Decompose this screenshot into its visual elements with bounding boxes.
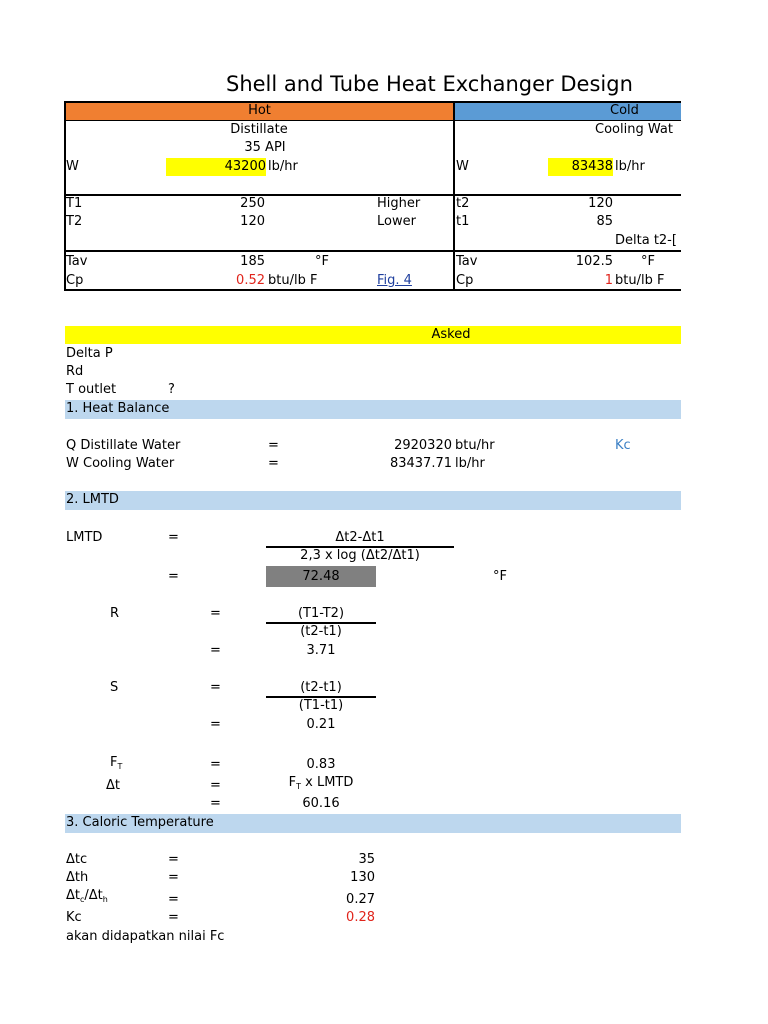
dt-expr-sub: T (296, 782, 301, 791)
hot-cp-label: Cp (66, 273, 84, 288)
w-cooling-label: W Cooling Water (66, 456, 175, 471)
cold-t1-value[interactable]: 85 (596, 214, 613, 229)
dt-value[interactable]: 60.16 (302, 796, 340, 811)
w-cooling-eq: = (268, 456, 279, 471)
dtc-eq: = (168, 852, 179, 867)
table-border-top (64, 101, 681, 103)
page-title: Shell and Tube Heat Exchanger Design (226, 72, 633, 96)
dt-eq2: = (210, 796, 221, 811)
asked-item-delta-p: Delta P (66, 346, 113, 361)
ratio-b-sub: h (102, 895, 108, 904)
asked-header: Asked (65, 326, 681, 344)
dt-expr-post: x LMTD (301, 775, 354, 790)
cold-w-value[interactable]: 83438 (548, 158, 613, 176)
cold-cp-value[interactable]: 1 (604, 273, 613, 288)
ratio-b: /Δt (84, 888, 103, 903)
dth-value[interactable]: 130 (350, 870, 375, 885)
lmtd-denominator: 2,3 x log (Δt2/Δt1) (300, 548, 420, 563)
dt-expression (266, 774, 376, 796)
cold-t1-label: t1 (456, 214, 470, 229)
cold-cp-label: Cp (456, 273, 474, 288)
s-numerator: (t2-t1) (300, 680, 342, 695)
r-value[interactable]: 3.71 (306, 643, 336, 658)
dth-label: Δth (66, 870, 89, 885)
hot-tav-label: Tav (66, 254, 88, 269)
ft-label-sub: T (117, 762, 123, 771)
s-eq1: = (210, 680, 221, 695)
asked-item-t-outlet: T outlet (66, 382, 117, 397)
r-label: R (110, 606, 120, 621)
ratio-label (66, 887, 108, 909)
lmtd-eq1: = (168, 530, 179, 545)
cold-delta-label: Delta t2-[ (615, 233, 677, 248)
hot-w-label: W (66, 159, 79, 174)
lmtd-eq2: = (168, 569, 179, 584)
table-divider-3 (64, 250, 681, 252)
q-distillate-label: Q Distillate Water (66, 438, 181, 453)
table-divider-1 (64, 120, 681, 121)
dtc-label: Δtc (66, 852, 88, 867)
q-distillate-value[interactable]: 2920320 (394, 438, 452, 453)
hot-t2-note: Lower (377, 214, 416, 229)
cold-t2-label: t2 (456, 196, 470, 211)
ratio-a-sub: c (80, 895, 85, 904)
hot-t1-label: T1 (66, 196, 83, 211)
hot-t2-label: T2 (66, 214, 83, 229)
cold-tav-label: Tav (456, 254, 478, 269)
r-numerator: (T1-T2) (297, 606, 345, 621)
q-distillate-eq: = (268, 438, 279, 453)
w-cooling-value[interactable]: 83437.71 (389, 456, 452, 471)
ratio-eq: = (168, 892, 179, 907)
kc-eq: = (168, 910, 179, 925)
r-eq2: = (210, 643, 221, 658)
ft-label-main: F (110, 755, 118, 770)
cold-w-label: W (456, 159, 469, 174)
s-denominator: (T1-t1) (298, 698, 344, 713)
r-denominator: (t2-t1) (300, 624, 342, 639)
lmtd-value[interactable]: 72.48 (266, 566, 376, 587)
cold-tav-unit: °F (641, 254, 655, 269)
dt-label: Δt (106, 778, 120, 793)
dtc-value[interactable]: 35 (358, 852, 375, 867)
s-label: S (110, 680, 119, 695)
ft-label (110, 754, 122, 776)
ratio-a: Δt (66, 888, 80, 903)
cold-tav-value[interactable]: 102.5 (575, 254, 613, 269)
kc-value[interactable]: 0.28 (346, 910, 375, 925)
asked-question-mark: ? (168, 382, 175, 397)
cold-w-unit: lb/hr (615, 159, 645, 174)
lmtd-unit: °F (493, 569, 507, 584)
hot-t1-note: Higher (377, 196, 421, 211)
q-distillate-unit: btu/hr (455, 438, 495, 453)
ratio-value[interactable]: 0.27 (346, 892, 375, 907)
hot-w-value[interactable]: 43200 (166, 158, 266, 176)
hot-tav-value[interactable]: 185 (240, 254, 265, 269)
ft-eq: = (210, 757, 221, 772)
fig-4-link[interactable]: Fig. 4 (377, 273, 412, 288)
cold-fluid-name: Cooling Wat (595, 122, 673, 137)
table-divider-vertical (453, 101, 455, 291)
asked-item-rd: Rd (66, 364, 84, 379)
hot-cp-unit: btu/lb F (268, 273, 318, 288)
hot-w-unit: lb/hr (268, 159, 298, 174)
hot-fluid-name: Distillate (230, 122, 288, 137)
hot-tav-unit: °F (315, 254, 329, 269)
dth-eq: = (168, 870, 179, 885)
kc-label: Kc (66, 910, 82, 925)
hot-cp-value[interactable]: 0.52 (236, 273, 265, 288)
s-eq2: = (210, 717, 221, 732)
lmtd-numerator: Δt2-Δt1 (335, 530, 385, 545)
cold-t2-value[interactable]: 120 (588, 196, 613, 211)
s-value[interactable]: 0.21 (306, 717, 336, 732)
w-cooling-unit: lb/hr (455, 456, 485, 471)
cold-header: Cold (455, 102, 681, 120)
kc-link[interactable]: Kc (615, 438, 631, 453)
lmtd-label: LMTD (66, 530, 103, 545)
r-eq1: = (210, 606, 221, 621)
dt-eq: = (210, 778, 221, 793)
fc-note: akan didapatkan nilai Fc (66, 929, 225, 944)
hot-t1-value[interactable]: 250 (240, 196, 265, 211)
cold-cp-unit: btu/lb F (615, 273, 665, 288)
section-heat-balance: 1. Heat Balance (66, 401, 170, 416)
hot-t2-value[interactable]: 120 (240, 214, 265, 229)
section-caloric: 3. Caloric Temperature (66, 815, 214, 830)
section-band-lmtd (65, 491, 681, 510)
section-lmtd: 2. LMTD (66, 492, 119, 507)
hot-header: Hot (65, 102, 454, 120)
hot-api: 35 API (244, 140, 286, 155)
dt-expr-f: F (288, 775, 297, 790)
ft-value[interactable]: 0.83 (306, 757, 336, 772)
